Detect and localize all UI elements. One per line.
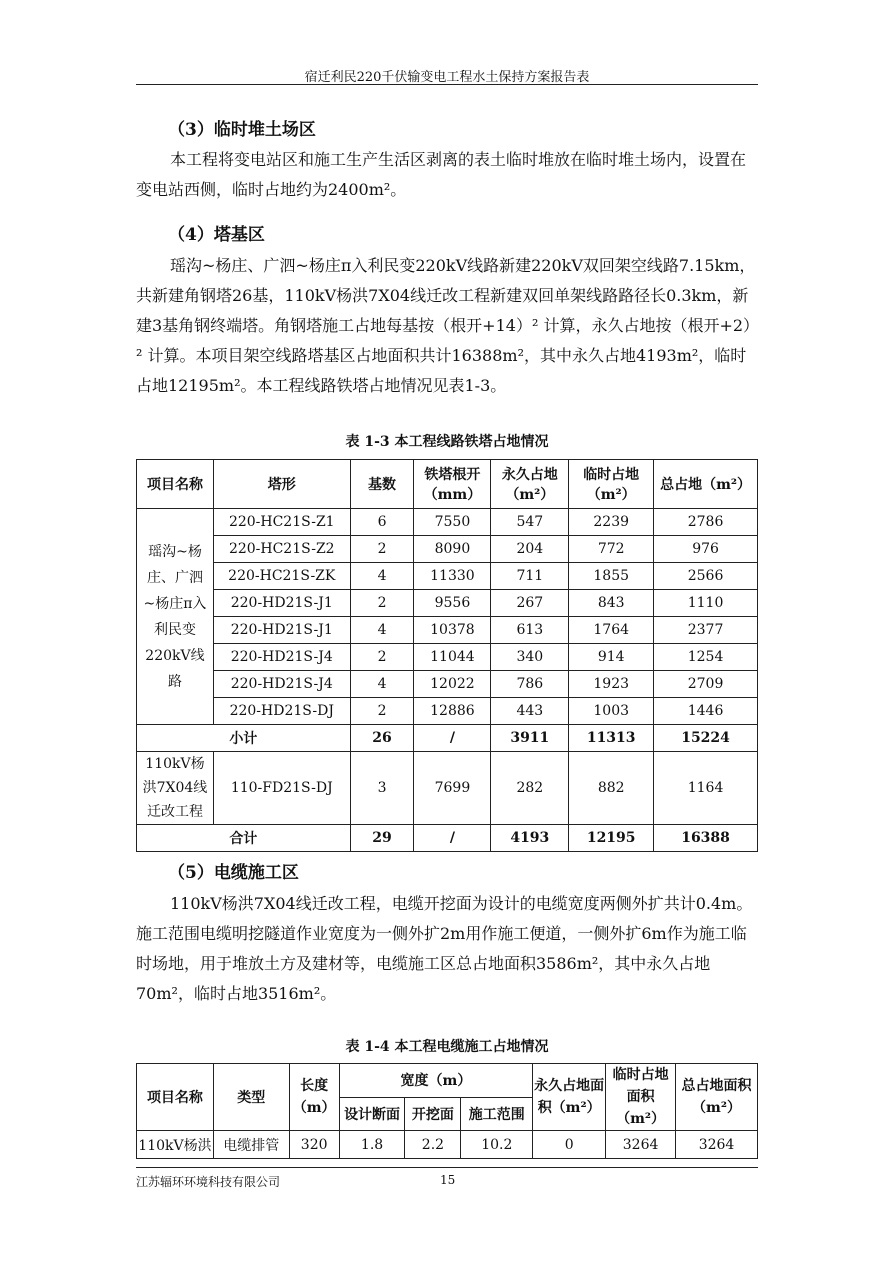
table-cell: 7699 — [414, 752, 491, 825]
table-cell: 547 — [491, 509, 569, 536]
table-cell: 6 — [350, 509, 414, 536]
table-header-row — [137, 460, 758, 509]
table-row — [137, 536, 758, 563]
table-row — [137, 509, 758, 536]
col-header: 永久占地面积（m²） — [533, 1064, 606, 1131]
table-cell: 8090 — [414, 536, 491, 563]
col-header: 项目名称 — [137, 460, 214, 509]
table-cell: 2786 — [654, 509, 758, 536]
table-cell: 882 — [569, 752, 654, 825]
table-cell: 2.2 — [405, 1131, 461, 1159]
table-cell: 12195 — [569, 825, 654, 852]
table-cell: 电缆排管 — [213, 1131, 289, 1159]
table-cell: 2 — [350, 644, 414, 671]
subtotal-label: 小计 — [137, 725, 351, 752]
group-2-name: 110kV杨洪7X04线迁改工程 — [137, 752, 214, 825]
section-4-paragraph — [136, 251, 758, 401]
col-header: 基数 — [350, 460, 414, 509]
col-header: 总占地（m²） — [654, 460, 758, 509]
section-3-paragraph — [136, 145, 758, 205]
table-1-4-caption: 表 1-4 本工程电缆施工占地情况 — [345, 1039, 549, 1055]
page-number: 15 — [440, 1173, 456, 1187]
table-cell: 4193 — [491, 825, 569, 852]
col-header: 铁塔根开（mm） — [414, 460, 491, 509]
table-cell: 1003 — [569, 698, 654, 725]
table-cell: 7550 — [414, 509, 491, 536]
table-cell: 1254 — [654, 644, 758, 671]
table-cell: 2709 — [654, 671, 758, 698]
header-rule — [136, 84, 758, 85]
table-cell: 110-FD21S-DJ — [213, 752, 350, 825]
section-5-heading: （5）电缆施工区 — [168, 863, 299, 883]
table-row — [137, 590, 758, 617]
table-cell: 320 — [289, 1131, 339, 1159]
table-cell: 10378 — [414, 617, 491, 644]
table-cell: 2 — [350, 590, 414, 617]
table-cell: 1164 — [654, 752, 758, 825]
col-header: 永久占地（m²） — [491, 460, 569, 509]
table-row — [137, 752, 758, 825]
table-cell: 2 — [350, 536, 414, 563]
col-header: 总占地面积（m²） — [676, 1064, 758, 1131]
table-cell: 10.2 — [461, 1131, 533, 1159]
total-row — [137, 825, 758, 852]
section-5-paragraph — [136, 889, 758, 1009]
table-cell: 11330 — [414, 563, 491, 590]
table-row — [137, 698, 758, 725]
table-cell: 220-HD21S-J4 — [213, 644, 350, 671]
section-5-text: 110kV杨洪7X04线迁改工程，电缆开挖面为设计的电缆宽度两侧外扩共计0.4m。施工范围电缆明挖隧道作业宽度为一侧外扩2m用作施工便道，一侧外扩6m作为施工临时场地，用于堆放土方及建材等，电缆施工区总占地面积3586m²，其中永久占地70m²，临时占地3516m²。 — [136, 894, 753, 1003]
table-cell: 220-HD21S-J1 — [213, 590, 350, 617]
table-cell: 1764 — [569, 617, 654, 644]
table-cell: 711 — [491, 563, 569, 590]
section-4-heading: （4）塔基区 — [168, 225, 265, 245]
section-3-heading: （3）临时堆土场区 — [168, 120, 316, 140]
footer-company: 江苏辐环环境科技有限公司 — [136, 1175, 281, 1189]
table-1-3-caption: 表 1-3 本工程线路铁塔占地情况 — [345, 434, 549, 450]
table-cell: 1855 — [569, 563, 654, 590]
table-cell: 4 — [350, 563, 414, 590]
table-cell: 220-HD21S-DJ — [213, 698, 350, 725]
table-cell: 11044 — [414, 644, 491, 671]
table-1-4 — [136, 1063, 758, 1159]
section-4-text: 瑶沟~杨庄、广泗~杨庄π入利民变220kV线路新建220kV双回架空线路7.15km，共新建角钢塔26基，110kV杨洪7X04线迁改工程新建双回单架线路路径长0.3km，新建3基角钢终端塔。角钢塔施工占地每基按（根开+14）² 计算，永久占地按（根开+2）² 计算。本项目架空线路塔基区占地面积共计16388m²，其中永久占地4193m²，临时占地12195m²。本工程线路铁塔占地情况见表1-3。 — [136, 256, 756, 395]
group-1-name: 瑶沟~杨庄、广泗~杨庄π入利民变220kV线路 — [137, 509, 214, 725]
table-row — [137, 617, 758, 644]
col-header: 宽度（m） — [339, 1064, 533, 1098]
footer-rule — [136, 1167, 758, 1168]
table-cell: 12886 — [414, 698, 491, 725]
col-header: 施工范围 — [461, 1097, 533, 1131]
table-cell: 220-HC21S-Z1 — [213, 509, 350, 536]
table-cell: / — [414, 725, 491, 752]
table-cell: 220-HD21S-J1 — [213, 617, 350, 644]
col-header: 临时占地面积（m²） — [606, 1064, 676, 1131]
table-cell: 2566 — [654, 563, 758, 590]
table-cell: 220-HD21S-J4 — [213, 671, 350, 698]
table-cell: 16388 — [654, 825, 758, 852]
col-header: 塔形 — [213, 460, 350, 509]
table-cell: 220-HC21S-Z2 — [213, 536, 350, 563]
table-cell: 12022 — [414, 671, 491, 698]
table-cell: 9556 — [414, 590, 491, 617]
table-cell: 3911 — [491, 725, 569, 752]
col-header: 开挖面 — [405, 1097, 461, 1131]
table-cell: 3264 — [676, 1131, 758, 1159]
header-title: 宿迁利民220千伏输变电工程水土保持方案报告表 — [304, 70, 590, 85]
table-cell: 3264 — [606, 1131, 676, 1159]
table-row — [137, 563, 758, 590]
section-3-text: 本工程将变电站区和施工生产生活区剥离的表土临时堆放在临时堆土场内，设置在变电站西侧，临时占地约为2400m²。 — [136, 150, 747, 199]
table-row — [137, 644, 758, 671]
table-cell: / — [414, 825, 491, 852]
table-cell: 220-HC21S-ZK — [213, 563, 350, 590]
col-header: 长度（m） — [289, 1064, 339, 1131]
table-cell: 4 — [350, 671, 414, 698]
table-cell: 110kV杨洪 — [137, 1131, 214, 1159]
table-header-row — [137, 1064, 758, 1098]
table-cell: 843 — [569, 590, 654, 617]
col-header: 类型 — [213, 1064, 289, 1131]
table-cell: 443 — [491, 698, 569, 725]
col-header: 项目名称 — [137, 1064, 214, 1131]
table-cell: 613 — [491, 617, 569, 644]
table-cell: 1446 — [654, 698, 758, 725]
table-cell: 282 — [491, 752, 569, 825]
table-cell: 204 — [491, 536, 569, 563]
table-cell: 2 — [350, 698, 414, 725]
col-header: 设计断面 — [339, 1097, 405, 1131]
table-cell: 4 — [350, 617, 414, 644]
total-label: 合计 — [137, 825, 351, 852]
table-cell: 914 — [569, 644, 654, 671]
table-cell: 15224 — [654, 725, 758, 752]
table-row — [137, 1131, 758, 1159]
table-cell: 1110 — [654, 590, 758, 617]
table-cell: 2377 — [654, 617, 758, 644]
table-cell: 29 — [350, 825, 414, 852]
table-cell: 2239 — [569, 509, 654, 536]
table-1-3 — [136, 459, 758, 852]
table-cell: 786 — [491, 671, 569, 698]
table-cell: 3 — [350, 752, 414, 825]
table-cell: 267 — [491, 590, 569, 617]
subtotal-row — [137, 725, 758, 752]
table-row — [137, 671, 758, 698]
table-cell: 1923 — [569, 671, 654, 698]
col-header: 临时占地（m²） — [569, 460, 654, 509]
table-cell: 11313 — [569, 725, 654, 752]
table-cell: 0 — [533, 1131, 606, 1159]
table-cell: 340 — [491, 644, 569, 671]
table-cell: 772 — [569, 536, 654, 563]
table-cell: 976 — [654, 536, 758, 563]
table-cell: 26 — [350, 725, 414, 752]
table-cell: 1.8 — [339, 1131, 405, 1159]
